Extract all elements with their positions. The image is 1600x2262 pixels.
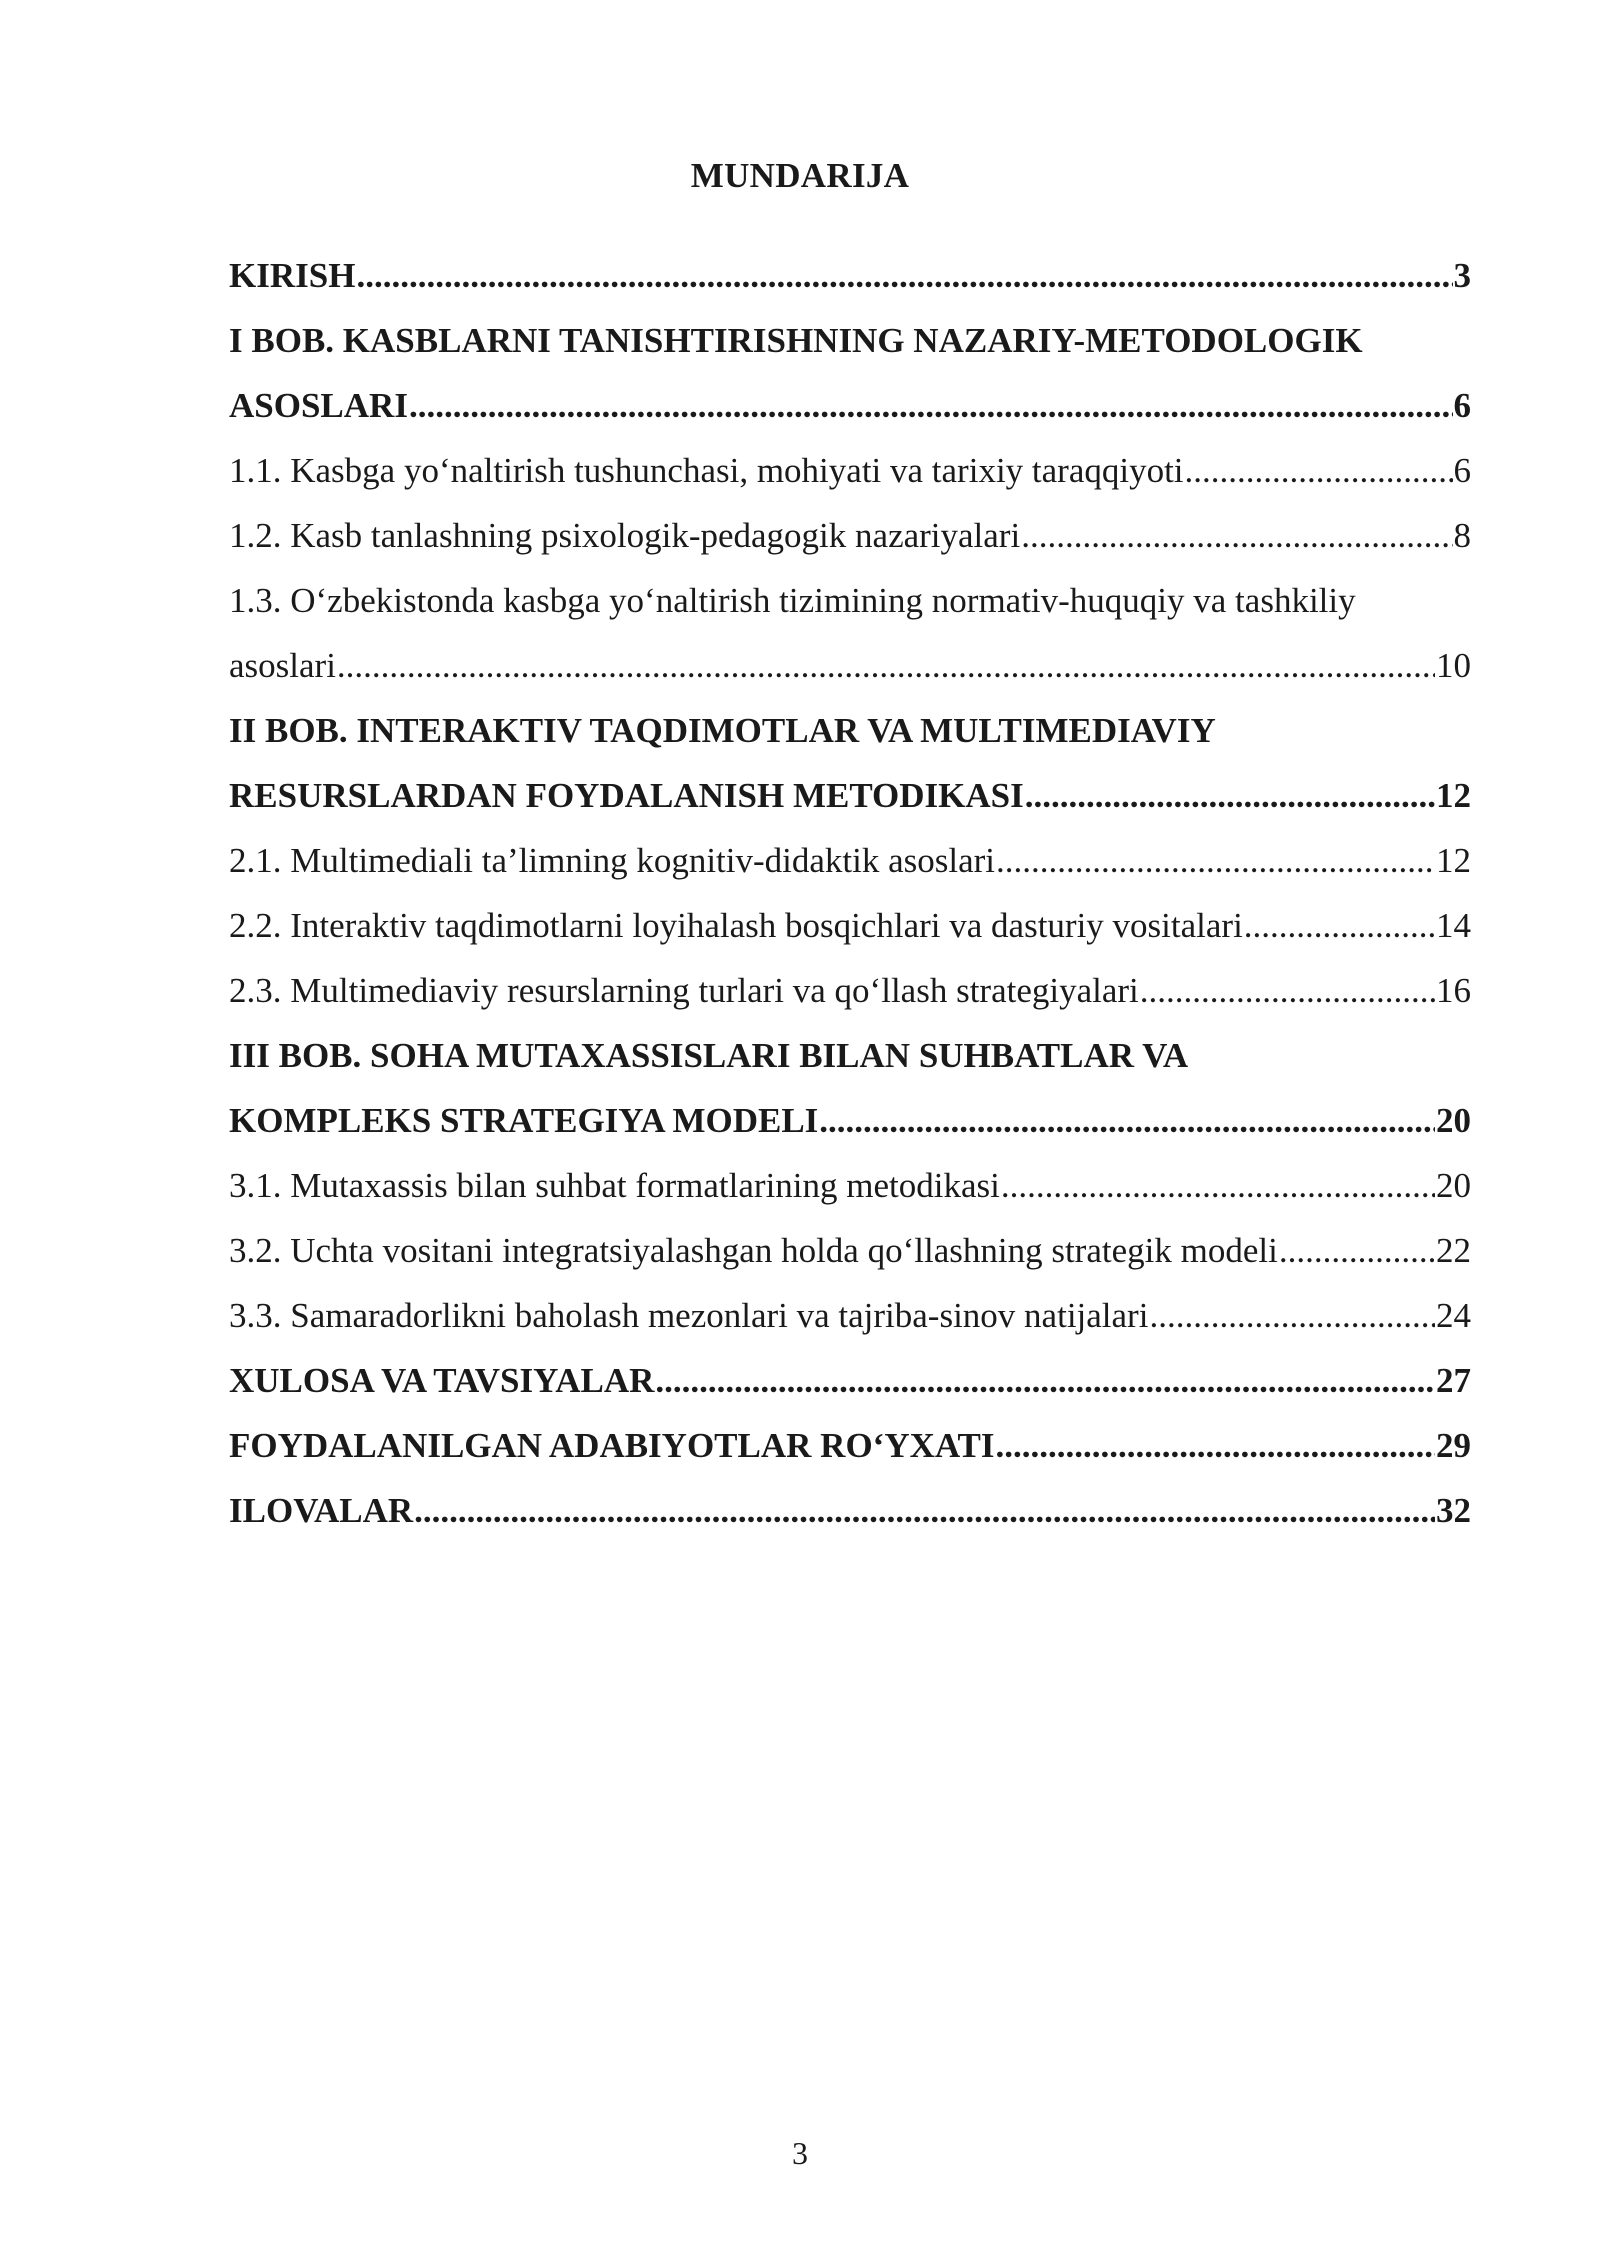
toc-section-3-1[interactable] [229, 1153, 1471, 1218]
toc-chapter-2-heading-cont[interactable] [229, 763, 1471, 828]
toc-entry-text: 1.3. O‘zbekistonda kasbga yo‘naltirish tizimining normativ-huquqiy va tashkiliy [229, 581, 1356, 620]
toc-chapter-3-heading[interactable] [229, 1023, 1471, 1088]
toc-page-number: 24 [1436, 1296, 1471, 1335]
toc-page-number: 6 [1453, 386, 1471, 425]
toc-page-number: 16 [1436, 971, 1471, 1010]
toc-entry-text: ASOSLARI [229, 386, 408, 425]
toc-page-number: 20 [1436, 1101, 1471, 1140]
toc-page-number: 32 [1436, 1491, 1471, 1530]
toc-page-number: 27 [1436, 1361, 1471, 1400]
toc-entry-text: 3.3. Samaradorlikni baholash mezonlari va tajriba-sinov natijalari [229, 1296, 1149, 1335]
toc-entry-text: FOYDALANILGAN ADABIYOTLAR RO‘YXATI [229, 1426, 995, 1465]
toc-entry-text: XULOSA VA TAVSIYALAR [229, 1361, 655, 1400]
dot-leader [1140, 958, 1435, 1023]
toc-entry-kirish[interactable] [229, 243, 1471, 308]
toc-entry-text: KOMPLEKS STRATEGIYA MODELI [229, 1101, 819, 1140]
toc-page-number: 12 [1436, 841, 1471, 880]
toc-section-3-2[interactable] [229, 1218, 1471, 1283]
dot-leader [819, 1088, 1435, 1153]
toc-section-2-3[interactable] [229, 958, 1471, 1023]
toc-entry-text: 1.1. Kasbga yo‘naltirish tushunchasi, mohiyati va tarixiy taraqqiyoti [229, 451, 1184, 490]
dot-leader [1021, 503, 1452, 568]
toc-page-number: 29 [1436, 1426, 1471, 1465]
toc-chapter-1-heading[interactable] [229, 308, 1471, 373]
toc-page-number: 12 [1436, 776, 1471, 815]
dot-leader [1149, 1283, 1435, 1348]
toc-entry-xulosa[interactable] [229, 1348, 1471, 1413]
dot-leader [356, 243, 1452, 308]
toc-entry-text: 2.1. Multimediali ta’limning kognitiv-didaktik asoslari [229, 841, 996, 880]
toc-page-number: 20 [1436, 1166, 1471, 1205]
toc-entry-ilovalar[interactable] [229, 1478, 1471, 1543]
table-of-contents [229, 243, 1471, 1543]
toc-page-number: 6 [1453, 451, 1471, 490]
dot-leader [414, 1478, 1435, 1543]
toc-entry-text: 2.3. Multimediaviy resurslarning turlari va qo‘llash strategiyalari [229, 971, 1139, 1010]
toc-entry-text: ILOVALAR [229, 1491, 414, 1530]
dot-leader [996, 1413, 1435, 1478]
toc-entry-text: I BOB. KASBLARNI TANISHTIRISHNING NAZARIY-METODOLOGIK [229, 321, 1363, 360]
toc-section-2-1[interactable] [229, 828, 1471, 893]
toc-page-number: 10 [1436, 646, 1471, 685]
toc-entry-text: III BOB. SOHA MUTAXASSISLARI BILAN SUHBATLAR VA [229, 1036, 1189, 1075]
dot-leader [1001, 1153, 1435, 1218]
toc-chapter-2-heading[interactable] [229, 698, 1471, 763]
toc-page-number: 8 [1453, 516, 1471, 555]
toc-section-3-3[interactable] [229, 1283, 1471, 1348]
toc-entry-adabiyotlar[interactable] [229, 1413, 1471, 1478]
toc-page-number: 14 [1436, 906, 1471, 945]
dot-leader [996, 828, 1435, 893]
toc-page-number: 3 [1453, 256, 1471, 295]
toc-entry-text: 3.1. Mutaxassis bilan suhbat formatlarining metodikasi [229, 1166, 1000, 1205]
toc-entry-text: 3.2. Uchta vositani integratsiyalashgan holda qo‘llashning strategik modeli [229, 1231, 1278, 1270]
toc-chapter-3-heading-cont[interactable] [229, 1088, 1471, 1153]
toc-section-1-3-cont[interactable] [229, 633, 1471, 698]
toc-chapter-1-heading-cont[interactable] [229, 373, 1471, 438]
toc-section-1-3[interactable] [229, 568, 1471, 633]
dot-leader [1244, 893, 1435, 958]
page-footer-number: 3 [792, 2135, 808, 2171]
toc-section-1-2[interactable] [229, 503, 1471, 568]
toc-section-1-1[interactable] [229, 438, 1471, 503]
dot-leader [337, 633, 1435, 698]
dot-leader [655, 1348, 1435, 1413]
dot-leader [409, 373, 1453, 438]
toc-entry-text: 1.2. Kasb tanlashning psixologik-pedagogik nazariyalari [229, 516, 1021, 555]
toc-entry-text: RESURSLARDAN FOYDALANISH METODIKASI [229, 776, 1024, 815]
page-title: MUNDARIJA [690, 156, 910, 195]
toc-section-2-2[interactable] [229, 893, 1471, 958]
toc-page-number: 22 [1436, 1231, 1471, 1270]
dot-leader [1025, 763, 1435, 828]
dot-leader [1185, 438, 1453, 503]
toc-entry-text: asoslari [229, 646, 336, 685]
toc-entry-text: 2.2. Interaktiv taqdimotlarni loyihalash bosqichlari va dasturiy vositalari [229, 906, 1243, 945]
toc-entry-text: KIRISH [229, 256, 356, 295]
toc-entry-text: II BOB. INTERAKTIV TAQDIMOTLAR VA MULTIMEDIAVIY [229, 711, 1216, 750]
dot-leader [1279, 1218, 1435, 1283]
